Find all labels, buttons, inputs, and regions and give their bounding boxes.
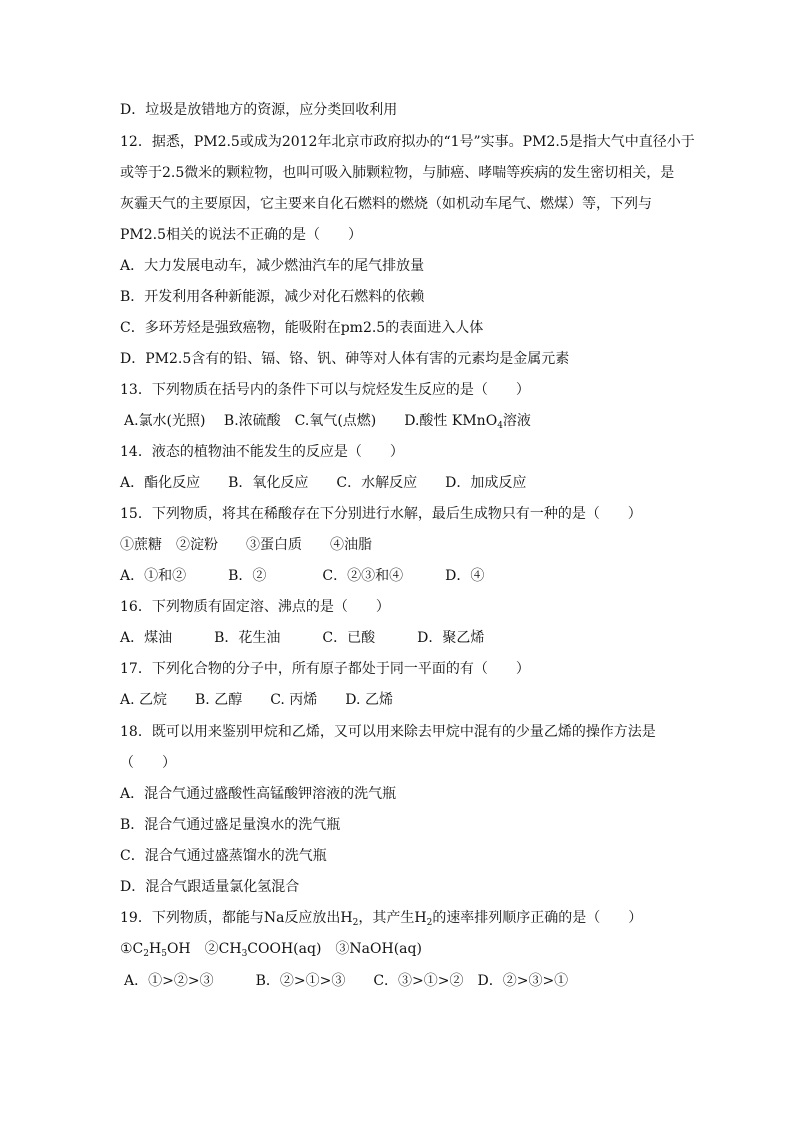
option-line: A．混合气通过盛酸性高锰酸钾溶液的洗气瓶 [120,786,397,802]
question-12: 12．据悉，PM2.5或成为2012年北京市政府拟办的“1号”实事。PM2.5是指大气中直径小于 [120,134,695,150]
option-line: B．开发利用各种新能源，减少对化石燃料的依赖 [120,289,425,305]
options-19: A．①>②>③ B．②>①>③ C．③>①>② D．②>③>① [124,973,569,989]
question-17: 17．下列化合物的分子中，所有原子都处于同一平面的有（ ） [120,661,530,677]
option-line: D．混合气跟适量氯化氢混合 [120,879,300,895]
question-19: 19．下列物质，都能与Na反应放出$H_2$，其产生$H_2$的速率排列顺序正确的是（ ） [120,910,643,928]
question-14: 14．液态的植物油不能发生的反应是（ ） [120,444,404,460]
options-17: A. 乙烷 B. 乙醇 C. 丙烯 D. 乙烯 [120,692,393,708]
option-line: C．混合气通过盛蒸馏水的洗气瓶 [120,848,327,864]
text-line: 灰霾天气的主要原因，它主要来自化石燃料的燃烧（如机动车尾气、燃煤）等，下列与 [120,196,652,212]
options-16: A．煤油 B．花生油 C．已酸 D．聚乙烯 [120,630,485,646]
options-15: A．①和② B．② C．②③和④ D．④ [120,568,485,584]
question-15: 15．下列物质，将其在稀酸存在下分别进行水解，最后生成物只有一种的是（ ） [120,506,642,522]
question-18: 18．既可以用来鉴别甲烷和乙烯，又可以用来除去甲烷中混有的少量乙烯的操作方法是 [120,724,656,740]
option-line: A．大力发展电动车，减少燃油汽车的尾气排放量 [120,258,425,274]
option-line: D．PM2.5含有的铅、镉、铬、钒、砷等对人体有害的元素均是金属元素 [120,351,570,367]
text-line: PM2.5相关的说法不正确的是（ ） [120,227,363,243]
options-14: A．酯化反应 B．氧化反应 C．水解反应 D．加成反应 [120,475,527,491]
items-15: ①蔗糖 ②淀粉 ③蛋白质 ④油脂 [120,537,372,553]
text-line: （ ） [120,755,176,771]
options-13: A.氯水(光照) B.浓硫酸 C.氧气(点燃) D.酸性 KMnO$_4$溶液 [124,413,531,431]
question-13: 13．下列物质在括号内的条件下可以与烷烃发生反应的是（ ） [120,382,530,398]
text-line: 或等于2.5微米的颗粒物，也叫可吸入肺颗粒物，与肺癌、哮喘等疾病的发生密切相关，是 [120,165,675,181]
text-line: D．垃圾是放错地方的资源，应分类回收利用 [120,102,398,118]
option-line: B．混合气通过盛足量溴水的洗气瓶 [120,817,341,833]
question-16: 16．下列物质有固定溶、沸点的是（ ） [120,599,390,615]
option-line: C．多环芳烃是强致癌物，能吸附在pm2.5的表面进入人体 [120,320,484,336]
items-19: $①C_2H_5OH$ $②CH_3COOH(aq)$ ③NaOH(aq) [120,941,422,959]
